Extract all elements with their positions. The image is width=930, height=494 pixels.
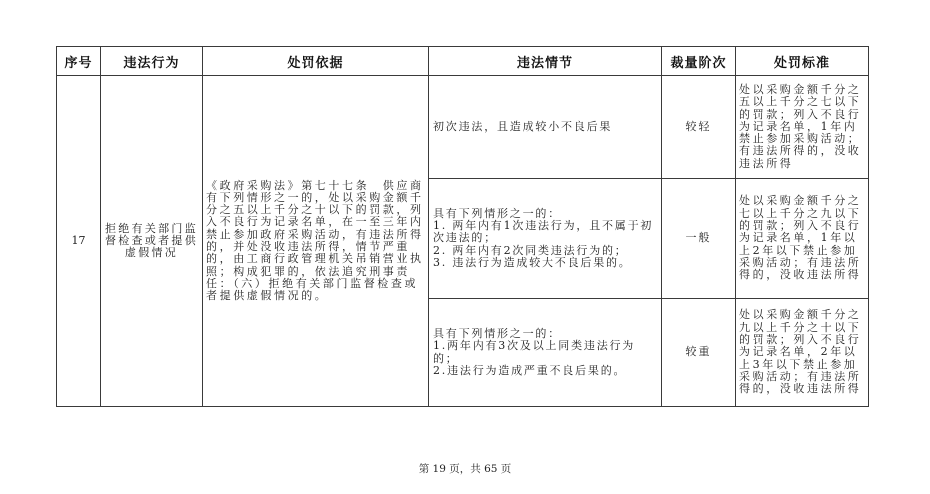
text-line: 督检查或者提供 (104, 233, 199, 247)
table-row (57, 76, 869, 179)
header-penalty-standard: 处罚标准 (736, 47, 869, 76)
header-discretion-level: 裁量阶次 (662, 47, 736, 76)
level-cell-light: 较轻 (662, 76, 736, 179)
text-line: 处以采购金额千分之 (739, 308, 862, 322)
text-line: 处以采购金额千分之 (739, 82, 862, 96)
text-line: 照；构成犯罪的，依法追究刑事责 (206, 264, 410, 278)
row-index-cell: 17 (57, 76, 101, 407)
standard-cell-light (736, 76, 869, 179)
text-line: 3. 违法行为造成较大不良后果的。 (433, 255, 632, 269)
text-line: 1.两年内有3次及以上同类违法行为 (433, 339, 636, 353)
text-line: 的罚款；列入不良行 (739, 107, 862, 121)
penalty-basis-cell (203, 76, 429, 407)
standard-cell-severe (736, 299, 869, 407)
text-line: 七以上千分之九以下 (739, 206, 862, 220)
text-line: 的罚款；列入不良行 (739, 333, 862, 347)
text-line: 采购活动；有违法所 (739, 369, 862, 383)
text-line: 的； (433, 351, 459, 365)
text-line: 九以上千分之十以下 (739, 320, 862, 334)
circumstance-cell-general (429, 179, 662, 299)
text-line: 虚假情况 (124, 246, 179, 260)
text-line: 2.违法行为造成严重不良后果的。 (433, 363, 627, 377)
page-number-footer: 第 19 页，共 65 页 (418, 463, 512, 475)
text-line: 为记录名单，1年以 (739, 231, 858, 245)
text-line: 上3年以下禁止参加 (739, 357, 858, 371)
text-line: 1. 两年内有1次违法行为，且不属于初 (433, 219, 654, 233)
text-line: 违法所得 (739, 156, 794, 170)
text-line: 具有下列情形之一的： (433, 326, 561, 340)
text-line: 任：（六）拒绝有关部门监督检查或 (206, 276, 419, 290)
text-line: 有下列情形之一的，处以采购金额千 (206, 190, 424, 204)
header-index: 序号 (57, 47, 101, 76)
text-line: 采购活动；有违法所 (739, 255, 862, 269)
header-circumstance: 违法情节 (429, 47, 662, 76)
text-line: 上2年以下禁止参加 (739, 243, 858, 257)
text-line: 的罚款；列入不良行 (739, 219, 862, 233)
text-line: 的，由工商行政管理机关吊销营业执 (206, 252, 424, 266)
level-cell-severe: 较重 (662, 299, 736, 407)
standard-cell-general (736, 179, 869, 299)
text-line: 者提供虚假情况的。 (206, 289, 329, 303)
level-cell-general: 一般 (662, 179, 736, 299)
text-line: 2. 两年内有2次同类违法行为的； (433, 243, 628, 257)
text-line: 入不良行为记录名单，在一至三年内 (206, 215, 424, 229)
text-line: 五以上千分之七以下 (739, 95, 862, 109)
text-line: 初次违法，且造成较小不良后果 (433, 119, 613, 133)
text-line: 禁止参加政府采购活动，有违法所得 (206, 227, 424, 241)
text-line: 得的，没收违法所得 (739, 382, 862, 396)
violation-act-cell (101, 76, 203, 407)
text-line: 禁止参加采购活动； (739, 132, 862, 146)
text-line: 处以采购金额千分之 (739, 194, 862, 208)
header-violation-act: 违法行为 (101, 47, 203, 76)
text-line: 得的，没收违法所得 (739, 268, 862, 282)
header-penalty-basis: 处罚依据 (203, 47, 429, 76)
text-line: 有违法所得的，没收 (739, 144, 862, 158)
penalty-table (56, 46, 869, 407)
text-line: 具有下列情形之一的： (433, 206, 561, 220)
circumstance-cell-severe (429, 299, 662, 407)
text-line: 为记录名单，1年内 (739, 119, 858, 133)
text-line: 次违法的； (433, 231, 497, 245)
text-line: 的，并处没收违法所得，情节严重 (206, 240, 410, 253)
table-header-row (57, 47, 869, 76)
text-line: 为记录名单，2年以 (739, 345, 858, 359)
circumstance-cell-light (429, 76, 662, 179)
text-line: 分之五以上千分之十以下的罚款，列 (206, 203, 424, 217)
text-line: 《政府采购法》第七十七条 供应商 (206, 178, 424, 192)
text-line: 拒绝有关部门监 (104, 221, 199, 235)
